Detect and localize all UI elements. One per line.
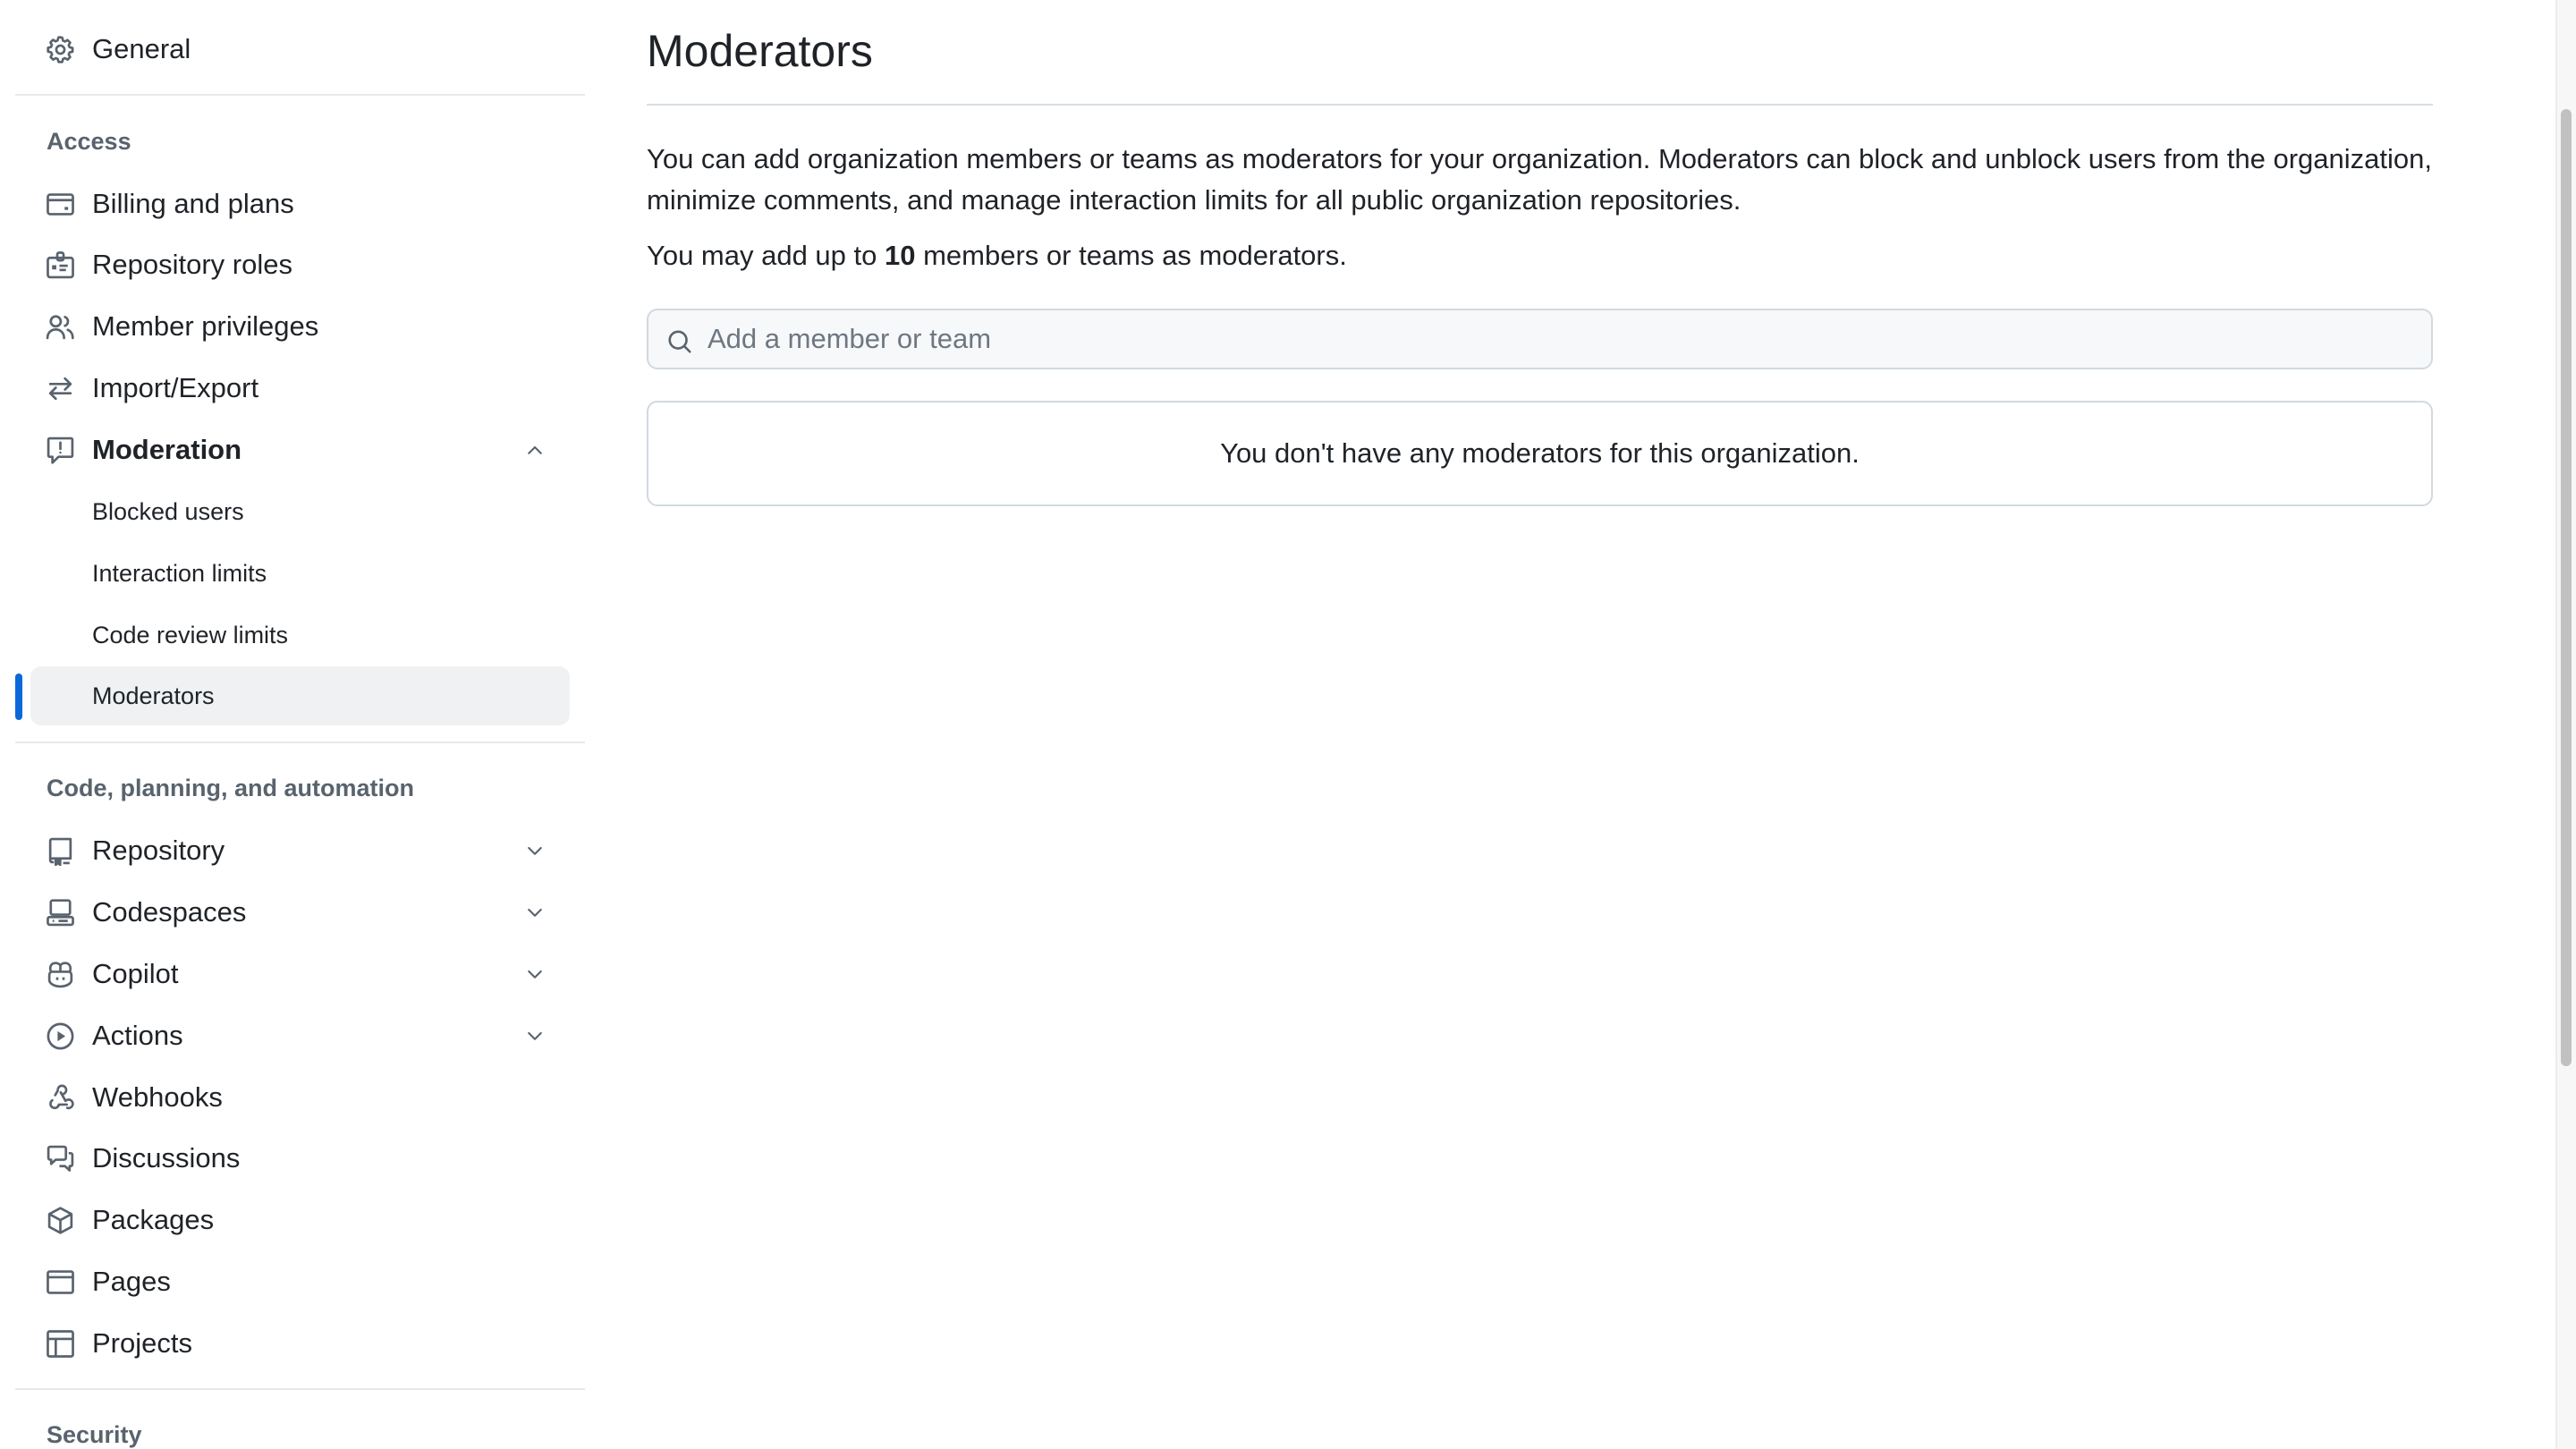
gear-icon: [46, 35, 75, 64]
sidebar-item-moderators[interactable]: [30, 666, 570, 725]
sidebar-item-label: Projects: [92, 1327, 192, 1359]
moderator-limit-text: [647, 240, 1347, 272]
sidebar-item-label: Interaction limits: [92, 559, 267, 587]
sidebar-item-repository[interactable]: [30, 821, 570, 880]
sidebar-item-label: Webhooks: [92, 1081, 223, 1113]
repo-icon: [46, 836, 75, 866]
limit-prefix: You may add up to: [647, 240, 885, 271]
sidebar-item-member-privileges[interactable]: [30, 297, 570, 356]
sidebar-item-billing[interactable]: [30, 174, 570, 233]
limit-suffix: members or teams as moderators.: [915, 240, 1347, 271]
page-description: You can add organization members or teams as moderators for your organization. Moderators can block and unblock users from the organization, minimize comments, and manage interaction limits for all public organization repositories.: [647, 143, 2432, 216]
sidebar-item-label: Actions: [92, 1020, 183, 1051]
active-indicator: [15, 674, 22, 720]
section-heading-code-planning: Code, planning, and automation: [47, 775, 414, 801]
chevron-down-icon[interactable]: [524, 1025, 546, 1046]
sidebar-item-label: Discussions: [92, 1142, 241, 1174]
sidebar-item-general[interactable]: [30, 20, 570, 79]
chevron-down-icon[interactable]: [524, 902, 546, 923]
package-icon: [46, 1206, 75, 1235]
sidebar-item-moderation[interactable]: [30, 420, 570, 479]
sidebar-item-webhooks[interactable]: [30, 1068, 570, 1127]
section-heading-access: Access: [47, 128, 131, 155]
report-icon: [46, 436, 75, 465]
sidebar-item-label: Moderators: [92, 682, 215, 709]
webhook-icon: [46, 1083, 75, 1113]
sidebar-divider: [15, 741, 585, 743]
add-moderator-search[interactable]: [647, 309, 2433, 369]
section-heading-security: Security: [47, 1421, 142, 1448]
play-icon: [46, 1021, 75, 1051]
sidebar-item-packages[interactable]: [30, 1191, 570, 1250]
id-badge-icon: [46, 250, 75, 280]
sidebar-item-label: Billing and plans: [92, 188, 294, 219]
sidebar-item-label: Repository: [92, 835, 225, 866]
moderators-empty-state: [647, 401, 2433, 506]
empty-state-message: You don't have any moderators for this organization.: [1220, 437, 1860, 469]
sidebar-item-repository-roles[interactable]: [30, 235, 570, 294]
limit-count: 10: [885, 240, 916, 271]
codespaces-icon: [46, 898, 75, 928]
sidebar-item-label: Repository roles: [92, 249, 292, 280]
chevron-up-icon[interactable]: [524, 439, 546, 461]
sidebar-item-projects[interactable]: [30, 1314, 570, 1373]
arrow-switch-icon: [46, 374, 75, 403]
page-title: Moderators: [647, 26, 873, 76]
browser-icon: [46, 1267, 75, 1297]
sidebar-item-copilot[interactable]: [30, 945, 570, 1004]
credit-card-icon: [46, 190, 75, 219]
sidebar-item-import-export[interactable]: [30, 359, 570, 418]
sidebar-item-actions[interactable]: [30, 1006, 570, 1065]
sidebar-divider: [15, 1388, 585, 1390]
copilot-icon: [46, 960, 75, 989]
add-member-or-team-input[interactable]: [708, 310, 2407, 368]
chevron-down-icon[interactable]: [524, 963, 546, 985]
sidebar-item-label: Moderation: [92, 434, 242, 465]
settings-sidebar: [0, 0, 590, 1449]
people-icon: [46, 312, 75, 342]
sidebar-divider: [15, 94, 585, 96]
sidebar-item-label: Pages: [92, 1266, 171, 1297]
sidebar-item-blocked-users[interactable]: [30, 482, 570, 541]
sidebar-item-label: Codespaces: [92, 896, 247, 928]
table-icon: [46, 1329, 75, 1359]
sidebar-item-label: Import/Export: [92, 372, 259, 403]
sidebar-item-label: Copilot: [92, 958, 179, 989]
sidebar-item-label: Packages: [92, 1204, 215, 1235]
title-divider: [647, 104, 2433, 106]
sidebar-item-discussions[interactable]: [30, 1129, 570, 1188]
scrollbar-thumb[interactable]: [2561, 109, 2572, 1066]
sidebar-item-pages[interactable]: [30, 1252, 570, 1311]
sidebar-item-codespaces[interactable]: [30, 883, 570, 942]
sidebar-item-label: General: [92, 33, 191, 64]
search-icon: [666, 328, 693, 355]
chevron-down-icon[interactable]: [524, 840, 546, 861]
sidebar-item-code-review-limits[interactable]: [30, 606, 570, 665]
sidebar-item-label: Blocked users: [92, 497, 244, 525]
sidebar-item-interaction-limits[interactable]: [30, 544, 570, 603]
sidebar-item-label: Member privileges: [92, 310, 319, 342]
sidebar-item-label: Code review limits: [92, 621, 289, 648]
comment-discussion-icon: [46, 1144, 75, 1174]
